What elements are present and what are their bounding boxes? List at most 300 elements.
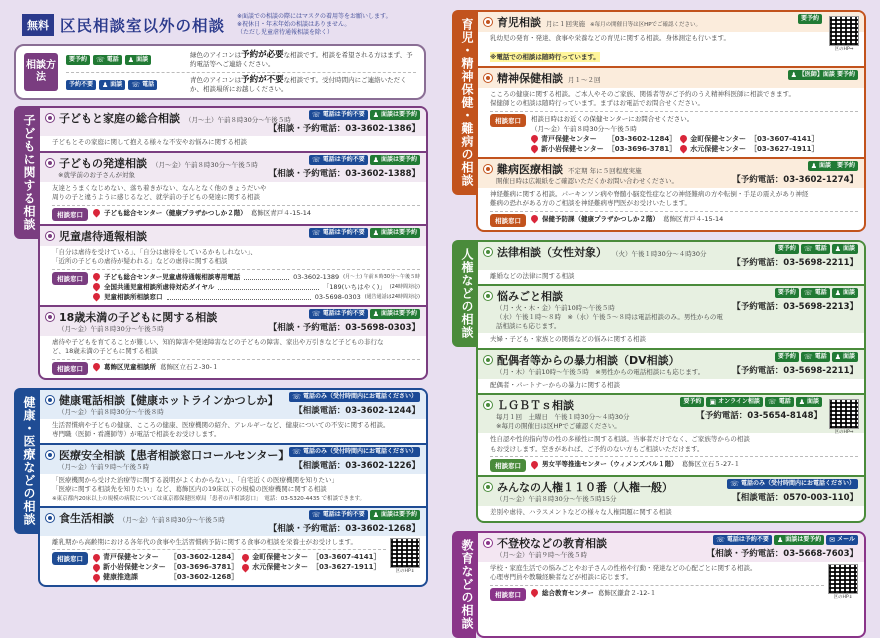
bullet-icon — [46, 514, 54, 522]
consultation-item — [40, 224, 426, 305]
consultation-item — [478, 284, 864, 348]
window-content — [93, 552, 386, 582]
location-name: 男女平等推進センター（ウィメンズパル１階） — [542, 460, 678, 468]
badge-req — [798, 14, 822, 24]
free-badge: 無料 — [22, 14, 54, 36]
badge-label: 電話 — [814, 289, 827, 296]
item-hours: （火）午後１時30分〜４時30分 — [612, 249, 707, 258]
center-name-text: 新小岩保健センター — [541, 144, 604, 153]
map-pin-icon — [92, 362, 102, 372]
center-name-text: 健康推進課 — [103, 573, 138, 581]
center-name — [680, 134, 746, 144]
qr-code-image[interactable] — [829, 399, 859, 429]
consultation-item — [478, 393, 864, 475]
map-pin-icon — [530, 214, 540, 224]
item-description: 配偶者・パートナーからの暴力に関する相談 — [490, 380, 620, 389]
center-name — [242, 552, 308, 562]
title-line — [46, 447, 290, 463]
page-header — [22, 10, 432, 40]
title-line — [484, 352, 728, 368]
qr-code[interactable] — [828, 564, 858, 600]
item-title: 難病医療相談 — [497, 162, 563, 176]
badge-label: 電話 — [142, 80, 155, 88]
item-title: 育児相談 — [497, 16, 541, 29]
center-name-text: 金町保健センター — [252, 553, 308, 561]
map-pin-icon — [530, 134, 540, 144]
consultation-window — [52, 205, 420, 221]
center-name — [680, 144, 746, 154]
item-title-area — [484, 244, 728, 268]
title-line — [484, 14, 794, 30]
item-title: 不登校などの教育相談 — [497, 536, 607, 550]
item-hours: ※毎月の開催日は区HPでご確認ください。 — [496, 422, 621, 430]
badge-label: 面談 — [806, 398, 819, 405]
badge-label: 電話は予約不要 — [322, 155, 365, 163]
phone-number: 【予約電話：03-5698-2213】 — [732, 302, 858, 312]
location-name: 子ども総合センター（健康プラザかつしか２階） — [104, 208, 247, 217]
contact-note: (月〜土) 午前８時30分〜午後５時 — [343, 273, 420, 280]
contact-note: (通告通話は24時間対応) — [364, 293, 420, 300]
person-icon: ♟ — [372, 111, 379, 119]
item-description: 周りの子と違うように感じるなど、就学前の子どもの発達に関する相談 — [52, 193, 260, 201]
consultation-item — [478, 475, 864, 521]
badge-face-req2 — [808, 161, 858, 171]
badge-tel-only — [289, 392, 420, 402]
dotted-leader — [167, 294, 311, 300]
item-badges — [775, 244, 858, 254]
badge-face-g — [832, 244, 858, 254]
item-title: 18歳未満の子どもに関する相談 — [59, 310, 218, 324]
item-title-area — [46, 392, 285, 417]
badge-tel-free — [309, 309, 368, 319]
phone-icon: ☏ — [292, 447, 301, 456]
badge-tel-g — [801, 288, 830, 298]
item-title: 食生活相談 — [59, 511, 114, 525]
badge-tel-g — [801, 352, 830, 362]
badge-label: 電話は予約不要 — [322, 309, 365, 317]
item-note: ※毎月の開催日等は区HPでご確認ください。 — [590, 22, 702, 28]
person-icon: ♟ — [102, 80, 109, 89]
badge-face-g — [832, 288, 858, 298]
item-hours: 毎月１回 土曜日 午後１時30分〜４時30分 — [496, 413, 630, 421]
item-badges — [309, 309, 420, 319]
item-description: 難病の恐れがある方のご相談を神経難病専門医がお受けいたします。 — [490, 199, 691, 207]
title-line — [484, 397, 676, 413]
item-description: 離乳期から高齢期における各年代の食事や生活習慣病予防に関する食事の相談を栄養士がお受けします。 — [52, 537, 357, 546]
item-title: 健康電話相談【健康ホットラインかつしか】 — [59, 393, 279, 407]
badge-label: 面談は要予約 — [380, 228, 417, 236]
phone-number: 【相談・予約電話：03-5668-7603】 — [706, 548, 858, 559]
page-title: 区民相談室以外の相談 — [60, 17, 226, 35]
person-icon: ♟ — [372, 155, 379, 164]
title-line — [484, 161, 728, 177]
person-icon: ♟ — [798, 398, 805, 406]
consultation-item — [478, 533, 864, 604]
window-content — [531, 588, 824, 598]
center-name-text: 水元保健センター — [252, 563, 308, 571]
item-badges — [788, 70, 858, 80]
map-pin-icon — [679, 144, 689, 154]
item-title-area — [484, 535, 703, 560]
item-body-content — [490, 508, 858, 518]
phone-number: 【予約電話：03-5698-2211】 — [732, 365, 858, 376]
phone-number: 【相談・予約電話：03-3602-1268】 — [268, 523, 420, 534]
item-description: もお受けします。空きがあれば、ご予約のない方もご相談いただけます。 — [490, 444, 704, 453]
item-body-content — [52, 138, 420, 148]
consultation-window — [490, 211, 858, 227]
item-body — [40, 536, 426, 586]
qr-caption: 区のHP⇓ — [833, 594, 853, 600]
item-footnote: ※東京都内20床以上の規模の病院については東京都保健医療局「患者の声相談窓口」 電話：03-5320-4435 で相談できます。 — [52, 495, 366, 502]
item-title-area — [484, 288, 728, 331]
badge-face-req — [370, 309, 420, 319]
item-contact — [732, 244, 858, 268]
item-hours: （水）午後１時〜８時 ※（水）午後５〜８時は電話相談のみ。男性からの電話相談にも応じます。 — [496, 313, 723, 330]
phone-number: 【相談・予約電話：03-5698-0303】 — [268, 322, 420, 333]
center-name — [93, 572, 166, 582]
item-body-content — [52, 421, 420, 440]
title-line — [484, 479, 723, 495]
qr-code-image[interactable] — [828, 564, 858, 594]
item-description: 離婚などの法律に関する相談 — [490, 271, 575, 280]
badge-face-b — [99, 80, 125, 90]
dotted-leader — [218, 284, 318, 290]
badge-tel-only — [727, 479, 858, 489]
badge-label: 要予約 — [800, 15, 819, 22]
title-line — [484, 244, 728, 260]
badge-tel-free — [309, 228, 368, 238]
item-title-area — [484, 161, 728, 186]
item-title: 配偶者等からの暴力相談（DV相談） — [497, 353, 680, 367]
item-title-area — [46, 447, 290, 472]
item-description: 保健師との相談は随時行っています。まずはお電話でお問合せください。 — [490, 99, 704, 107]
center-phone-list — [93, 552, 386, 582]
center-name — [531, 134, 604, 144]
badge-label: メール — [837, 535, 855, 543]
window-location — [531, 214, 858, 224]
person-icon: ♟ — [834, 244, 841, 253]
badge-tel-free — [309, 510, 368, 520]
map-pin-icon — [92, 292, 102, 302]
item-title: 精神保健相談 — [497, 71, 563, 85]
consultation-window — [490, 111, 858, 154]
window-label: 相談窓口 — [52, 552, 88, 565]
window-label: 相談窓口 — [52, 362, 88, 375]
badge-label: 電話のみ（受付時間内にお電話ください） — [302, 392, 417, 400]
item-title: 子どもと家庭の総合相談 — [59, 112, 180, 125]
method-text-post: な相談です。受付時間内にご連絡いただくか、相談場所にお越しください。 — [190, 75, 407, 93]
item-header — [40, 508, 426, 536]
badge-label: 面談 — [842, 352, 855, 360]
method-badges — [66, 80, 184, 90]
phone-icon: ☏ — [311, 111, 321, 119]
method-text-strong: 予約が不要 — [241, 74, 284, 85]
phone-icon: ☏ — [767, 398, 777, 406]
item-title-area — [46, 228, 305, 244]
item-title: 児童虐待通報相談 — [59, 229, 147, 243]
center-phone: ［03-3602-1268］ — [169, 573, 239, 581]
qr-code[interactable] — [829, 399, 859, 435]
person-icon: ♟ — [372, 228, 379, 237]
contact-phone: 03-5698-0303 — [314, 292, 361, 301]
highlight-note: ※電話での相談は随時行っています。 — [490, 52, 600, 61]
badge-label: オンライン相談 — [718, 398, 760, 405]
badge-face-req — [370, 155, 420, 165]
phone-icon: ☏ — [803, 289, 813, 297]
title-line — [484, 288, 728, 304]
person-icon: ♟ — [776, 535, 784, 544]
item-header — [478, 68, 864, 88]
phone-icon: ☏ — [311, 510, 321, 519]
item-body-content — [52, 476, 420, 503]
item-body — [40, 246, 426, 305]
item-hours: （月〜金）午前８時30分〜午後５時15分 — [496, 495, 617, 503]
item-contact — [289, 392, 420, 417]
badge-label: 要予約 — [683, 398, 702, 405]
bullet-icon — [484, 18, 492, 26]
item-badges — [727, 479, 858, 489]
window-location — [531, 459, 858, 469]
header-note: （ただし児童虐待通報相談を除く） — [237, 29, 334, 36]
qr-code[interactable] — [829, 16, 859, 52]
item-body — [40, 419, 426, 443]
window-content — [531, 214, 858, 224]
item-badges — [289, 447, 420, 457]
bullet-icon — [484, 165, 492, 173]
item-contact — [727, 479, 858, 504]
phone-icon: ☏ — [311, 155, 321, 164]
header-note: ※面談での相談の際にはマスクの着用等をお願いします。 — [237, 13, 392, 20]
badge-tel-only — [289, 447, 420, 457]
item-hours: 開催日時は広報紙をご確認いただくかお問い合わせください。 — [496, 176, 678, 185]
contact-name: 児童相談所相談窓口 — [104, 292, 163, 301]
map-pin-icon — [92, 552, 102, 562]
map-pin-icon — [92, 572, 102, 582]
section-label: 子どもに関する相談 — [14, 106, 38, 239]
item-badges — [309, 155, 420, 165]
center-name — [531, 144, 604, 154]
method-text-pre: 青色のアイコンは — [190, 75, 242, 84]
consultation-item — [40, 390, 426, 443]
item-title-area — [484, 479, 723, 504]
left-column — [14, 106, 428, 587]
section-human-rights — [452, 240, 866, 523]
item-hours: 不定期 年に５回程度実施 — [568, 166, 642, 175]
bullet-icon — [46, 451, 54, 459]
center-name — [93, 562, 166, 572]
item-hours: ※就学前のお子さんが対象 — [58, 170, 135, 179]
person-icon: ♟ — [834, 352, 841, 361]
window-label: 相談窓口 — [52, 208, 88, 221]
item-description: 神経難病に関する相談。パーキンソン病や脊髄小脳変性症などの神経難病の方や転倒・手足の震えがあり神経 — [490, 189, 809, 198]
item-description: 乳幼児の発育・発達、食事や栄養などの育児に関する相談。身体測定も行います。 — [490, 34, 730, 42]
item-header — [40, 226, 426, 246]
phone-icon: ☏ — [96, 56, 105, 64]
item-description: 友達とうまくなじめない、落ち着きがない、なんとなく他のきょうだいや — [52, 183, 267, 192]
contact-phone: 03-3602-1389 — [293, 272, 340, 281]
bullet-icon — [46, 313, 54, 321]
window-hours: （月〜金）午前８時30分〜午後５時 — [531, 124, 637, 133]
location-name: 葛飾区児童相談所 — [104, 362, 156, 371]
section-label: 健康・医療などの相談 — [14, 388, 38, 534]
badge-label: 要予約 — [777, 244, 796, 252]
badge-label: 面談は要予約 — [380, 309, 417, 317]
window-label: 相談窓口 — [490, 459, 526, 472]
consultation-item — [478, 242, 864, 285]
section-children — [14, 106, 428, 380]
title-line — [484, 70, 784, 86]
title-line — [46, 110, 291, 126]
center-name-text: 金町保健センター — [690, 134, 746, 143]
title-line — [46, 309, 265, 325]
badge-label: 面談は要予約 — [380, 111, 417, 118]
location-name: 総合教育センター — [542, 588, 594, 597]
badge-face-g — [796, 397, 822, 407]
item-contact — [788, 70, 858, 86]
consultation-item — [478, 348, 864, 394]
badge-req — [66, 55, 90, 65]
item-contact — [680, 397, 822, 431]
item-hours: （月〜金）午前９時〜午後５時 — [496, 550, 587, 559]
center-phone: ［03-3607-4141］ — [750, 134, 819, 143]
item-description: 専門職（医師・看護師等）が電話で相談をお受けします。 — [52, 430, 221, 438]
item-header — [40, 307, 426, 336]
person-icon: ♟ — [372, 309, 379, 318]
header-note: ※祝休日・年末年始の相談はありません。 — [237, 21, 351, 28]
badge-label: 面談は要予約 — [380, 510, 417, 518]
item-hours: （月〜金）午前８時30分〜午後５時 — [119, 515, 225, 524]
window-label: 相談窓口 — [52, 272, 88, 285]
method-text-pre: 緑色のアイコンは — [190, 51, 242, 59]
item-contact — [732, 161, 858, 186]
bullet-icon — [484, 356, 492, 364]
consultation-item — [40, 506, 426, 586]
item-title-area — [484, 352, 728, 377]
item-title-area — [46, 110, 291, 134]
location-address: 葛飾区青戸４-15-14 — [250, 208, 311, 217]
window-content — [93, 272, 420, 302]
item-hours: （月・火・木・金）午前10時〜午後５時 — [496, 304, 615, 312]
badge-label: 電話は予約不要 — [322, 228, 365, 236]
item-description: 「自分は虐待を受けている」、「自分は虐待をしているかもしれない」、 — [52, 247, 257, 256]
title-line — [46, 155, 265, 171]
item-body — [478, 433, 864, 475]
section-childcare-mental-health — [452, 10, 866, 232]
consultation-item — [478, 12, 864, 66]
method-text-strong: 予約が必要 — [241, 50, 284, 60]
bullet-icon — [484, 483, 492, 491]
badge-label: 電話は予約不要 — [322, 111, 365, 118]
item-contact — [707, 535, 858, 560]
center-phone-list — [531, 134, 858, 154]
center-name-text: 青戸保健センター — [103, 553, 159, 561]
badge-label: 面談 — [110, 80, 123, 88]
section-label: 教育などの相談 — [452, 531, 476, 638]
bullet-icon — [46, 114, 54, 122]
phone-number: 【予約電話：03-3602-1274】 — [732, 174, 858, 185]
item-contact — [309, 228, 420, 244]
phone-icon: ☏ — [292, 392, 301, 401]
phone-number: 【相談電話：0570-003-110】 — [732, 493, 858, 503]
consultation-window — [52, 269, 420, 302]
badge-label: 電話は予約不要 — [726, 535, 769, 543]
item-badges — [808, 161, 858, 171]
item-header — [478, 242, 864, 270]
badge-label: 面談 要予約 — [818, 161, 855, 169]
item-body-content — [490, 190, 858, 227]
item-title: ＬＧＢＴｓ相談 — [497, 399, 574, 412]
item-title-area — [46, 155, 265, 180]
right-column — [452, 10, 866, 638]
mail-icon: ✉ — [829, 535, 836, 544]
item-hours: 月に１回実施 — [546, 20, 585, 28]
badge-label: 電話 — [778, 398, 791, 405]
qr-code-image[interactable] — [390, 538, 420, 568]
item-hours: （月・木）午前10時〜午後５時 ※男性からの電話相談にも応じます。 — [496, 367, 705, 376]
center-phone: ［03-3607-4141］ — [312, 553, 381, 561]
qr-code[interactable] — [390, 538, 420, 574]
item-body — [478, 506, 864, 521]
window-content — [531, 114, 858, 154]
consultation-item — [40, 305, 426, 378]
badge-req — [775, 352, 799, 362]
item-title-area — [484, 14, 794, 30]
item-body-content — [490, 564, 824, 601]
badge-online — [706, 397, 762, 407]
badge-req — [775, 244, 799, 254]
phone-icon: ☏ — [311, 228, 321, 237]
badge-label: 【医師】面談 要予約 — [798, 70, 855, 78]
person-icon: ♟ — [790, 70, 797, 79]
item-description: ど、18歳未満の子どもに関する相談 — [52, 347, 158, 355]
item-body-content — [52, 338, 420, 375]
item-body-content — [52, 248, 420, 302]
badge-label: 電話のみ（受付時間内にお電話ください） — [740, 480, 855, 487]
center-phone: ［03-3696-3781］ — [169, 563, 239, 571]
item-title-area — [46, 309, 265, 334]
item-body — [40, 136, 426, 151]
item-body — [478, 32, 864, 66]
center-name — [242, 562, 308, 572]
location-address: 葛飾区立石２-30-１ — [160, 362, 219, 371]
item-description: 性自認や性的指向等の性の多様性に関する相談。当事者だけでなく、ご家族等からの相談 — [490, 435, 750, 443]
consultation-window — [490, 456, 858, 472]
section-box — [38, 388, 428, 588]
bullet-icon — [46, 159, 54, 167]
consultation-method-legend — [14, 44, 426, 100]
phone-icon: ☏ — [716, 535, 725, 544]
badge-label: 面談は要予約 — [785, 535, 822, 543]
badge-tel-free — [713, 535, 772, 545]
item-body-content — [52, 538, 386, 583]
badge-label: 面談 — [842, 244, 855, 252]
item-contact — [269, 155, 420, 180]
item-badges — [713, 535, 858, 545]
qr-caption: 区のHP⇓ — [395, 568, 415, 574]
consultation-item — [40, 108, 426, 151]
window-label: 相談窓口 — [490, 114, 526, 127]
person-icon: ♟ — [810, 161, 817, 170]
window-location — [93, 362, 420, 372]
window-label: 相談窓口 — [490, 588, 526, 601]
phone-icon: ☏ — [311, 309, 321, 318]
qr-code-image[interactable] — [829, 16, 859, 46]
badge-face-req — [370, 228, 420, 238]
badge-face-req — [370, 110, 420, 120]
method-row — [66, 48, 416, 72]
item-hours: （月〜金）午前８時30分〜午後５時 — [152, 160, 258, 169]
contact-name: 子ども総合センター児童虐待通報相談専用電話 — [104, 272, 241, 281]
